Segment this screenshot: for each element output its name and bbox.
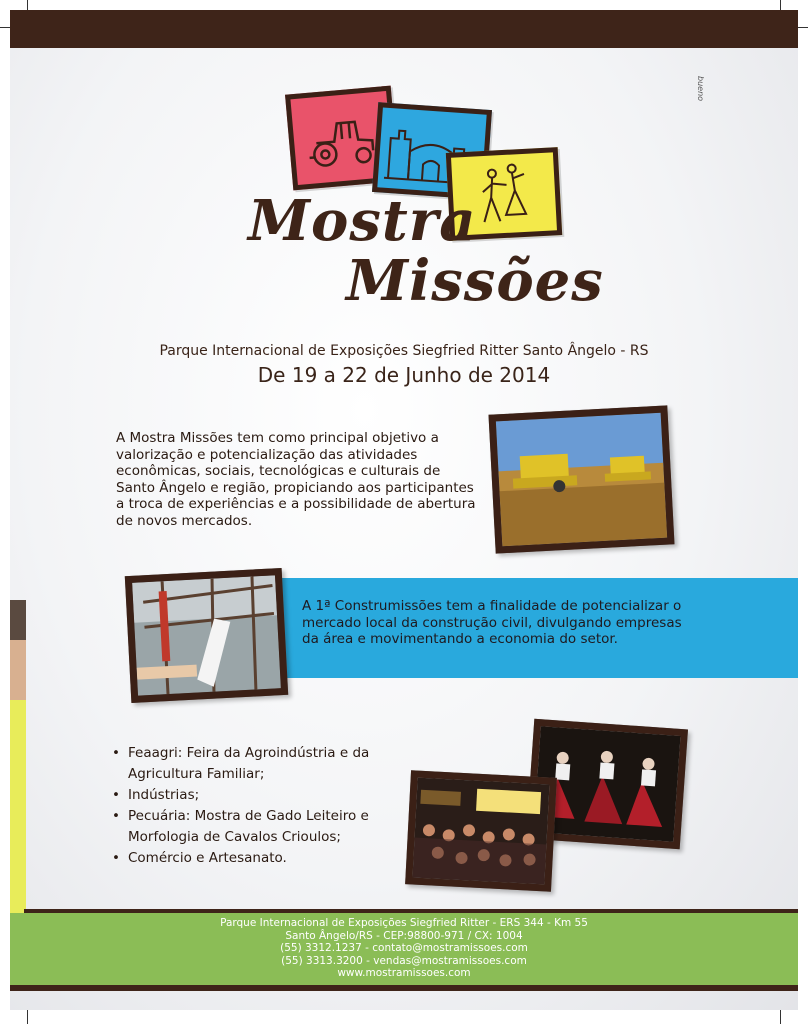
- event-venue: Parque Internacional de Exposições Siegfried Ritter Santo Ângelo - RS: [159, 343, 649, 359]
- list-item: • Feaagri: Feira da Agroindústria e da Agricultura Familiar;: [112, 743, 396, 785]
- intro-paragraph: A Mostra Missões tem como principal objetivo a valorização e potencialização das atividades econômicas, sociais, tecnológicas e culturais de Santo Ângelo e região, propiciando aos participantes a troca de experiências e a possibilidade de abertura de novos mercados.: [116, 430, 476, 529]
- footer-city: Santo Ângelo/RS - CEP:98800-971 / CX: 1004: [285, 929, 523, 942]
- list-item: • Comércio e Artesanato.: [112, 848, 396, 869]
- event-dates: De 19 a 22 de Junho de 2014: [257, 363, 551, 387]
- footer-phone-contact: (55) 3312.1237 - contato@mostramissoes.com: [280, 942, 528, 954]
- top-bar: [10, 10, 798, 48]
- crowd-image: [412, 778, 549, 885]
- features-list: [112, 743, 396, 869]
- bottom-bar: [10, 985, 798, 991]
- designer-credit: bueno: [696, 76, 705, 102]
- footer-phone-sales: (55) 3313.3200 - vendas@mostramissoes.com: [281, 954, 527, 967]
- footer-contact: [10, 917, 798, 980]
- flyer-page: [10, 10, 798, 1010]
- footer-website: www.mostramissoes.com: [337, 967, 471, 979]
- list-item: • Indústrias;: [112, 785, 396, 806]
- blueprint-image: [132, 575, 281, 695]
- logo-word-mostra: Mostra: [248, 188, 477, 254]
- logo-word-missoes: Missões: [346, 248, 604, 314]
- list-item: • Pecuária: Mostra de Gado Leiteiro e Morfologia de Cavalos Crioulos;: [112, 806, 396, 848]
- footer-address: Parque Internacional de Exposições Siegfried Ritter - ERS 344 - Km 55: [220, 917, 588, 929]
- harvest-photo: [488, 405, 674, 553]
- construction-paragraph: A 1ª Construmissões tem a finalidade de potencializar o mercado local da construção civil, divulgando empresas da área e movimentando a economia do setor.: [302, 598, 682, 647]
- harvester-image: [496, 413, 667, 546]
- crowd-photo: [405, 770, 557, 891]
- person-edge-image: [10, 600, 26, 940]
- construction-photo: [125, 568, 288, 703]
